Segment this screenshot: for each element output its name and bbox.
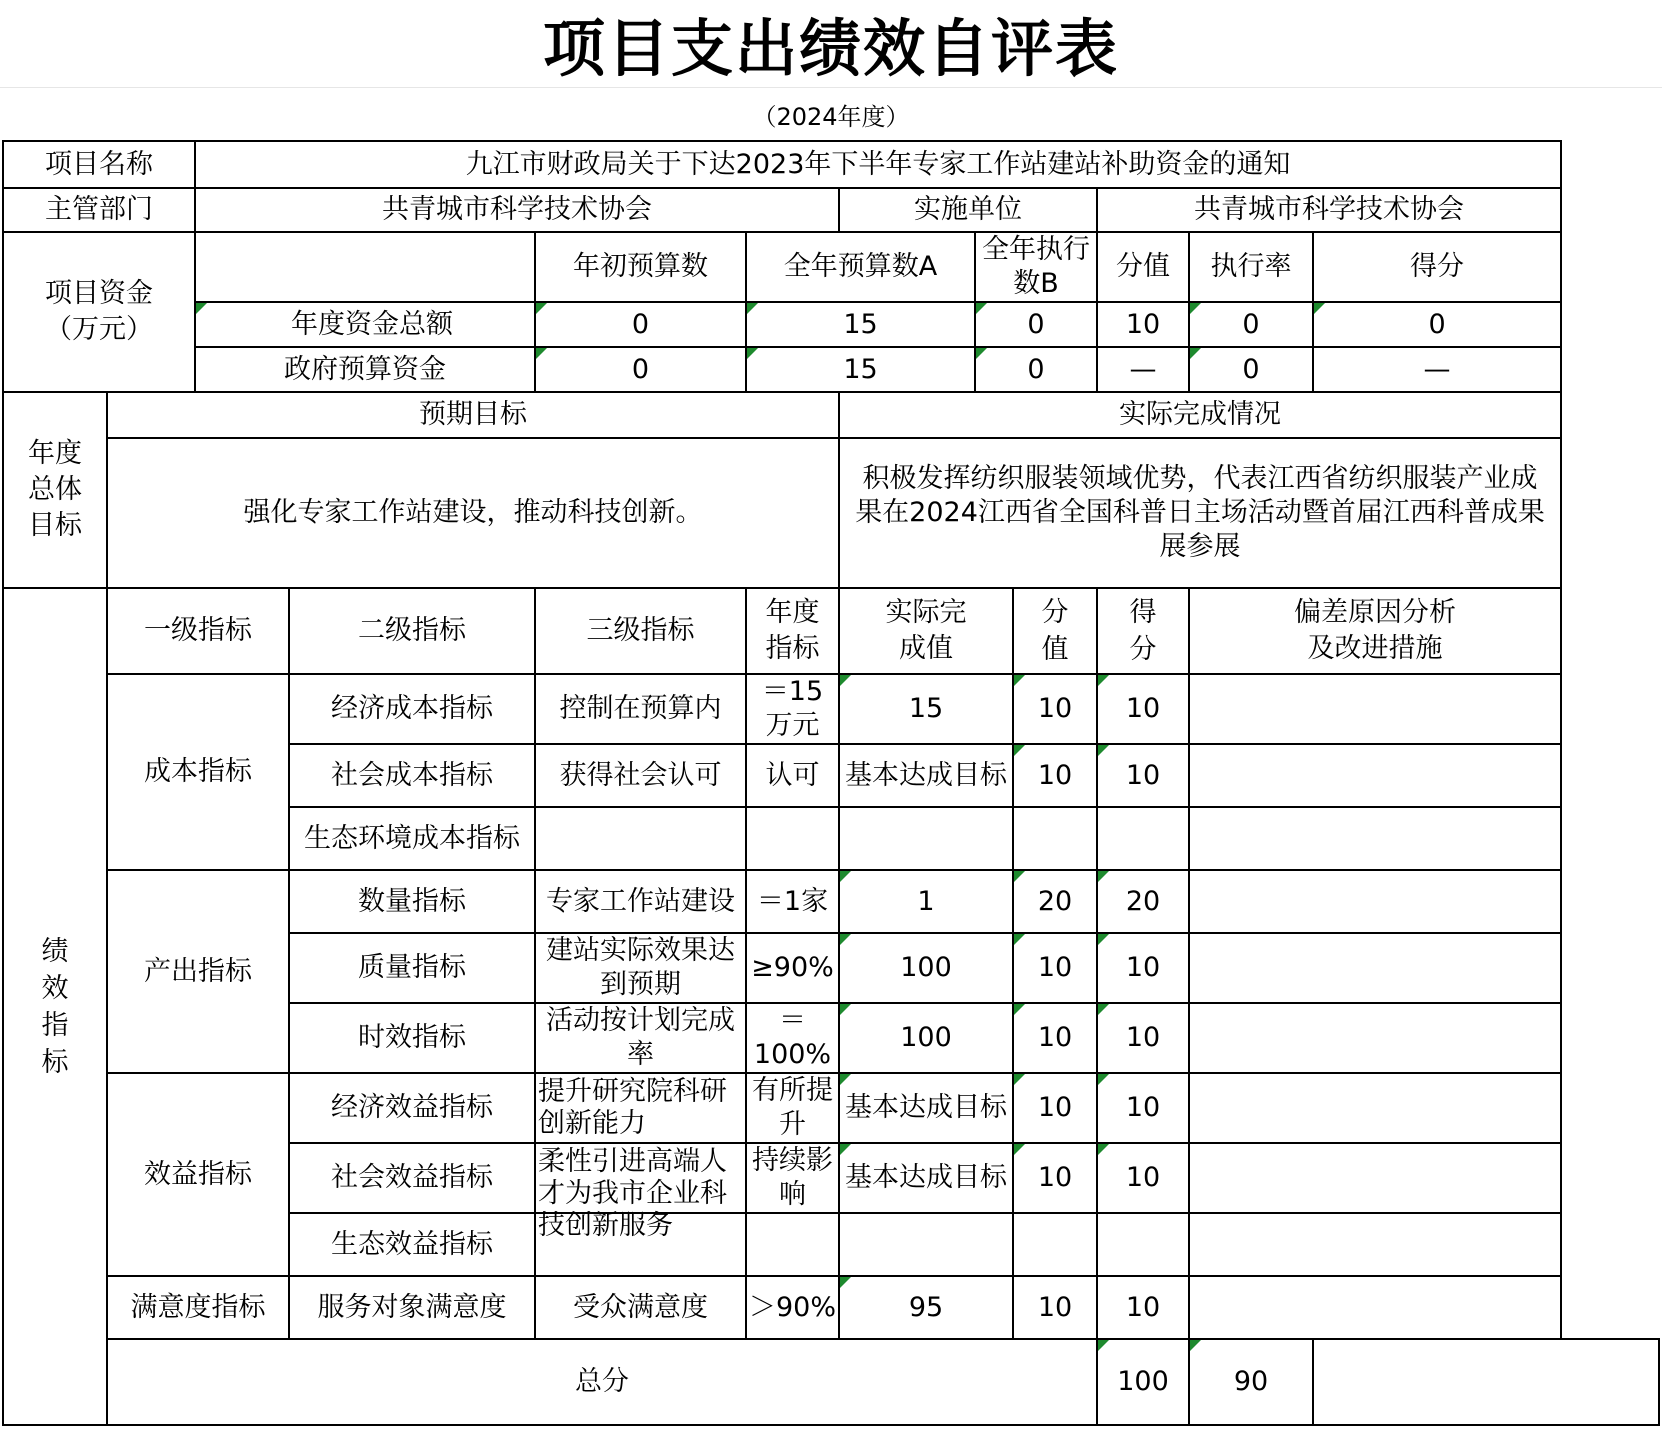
target-cell: 持续影响 bbox=[746, 1143, 839, 1213]
level3-cell: 活动按计划完成率 bbox=[535, 1003, 746, 1073]
weight-cell: 10 bbox=[1013, 1073, 1097, 1143]
funds-header-executed: 全年执行数B bbox=[975, 232, 1097, 302]
weight-cell: 10 bbox=[1013, 933, 1097, 1003]
analysis-cell bbox=[1189, 807, 1561, 870]
level2-cell: 时效指标 bbox=[289, 1003, 535, 1073]
weight-cell bbox=[1013, 807, 1097, 870]
funds-initial: 0 bbox=[535, 302, 746, 347]
weight-cell: 20 bbox=[1013, 870, 1097, 933]
level2-cell: 社会效益指标 bbox=[289, 1143, 535, 1213]
target-cell: ＝1家 bbox=[746, 870, 839, 933]
weight-cell: 10 bbox=[1013, 744, 1097, 807]
evaluation-table bbox=[2, 140, 1660, 1426]
analysis-cell bbox=[1189, 1276, 1561, 1339]
total-label: 总分 bbox=[107, 1339, 1097, 1425]
header-analysis: 偏差原因分析及改进措施 bbox=[1189, 588, 1561, 674]
weight-cell: 10 bbox=[1013, 674, 1097, 744]
target-cell bbox=[746, 1213, 839, 1276]
unit-value: 共青城市科学技术协会 bbox=[1097, 188, 1561, 232]
goals-header-row bbox=[3, 392, 1659, 438]
weight-cell: 10 bbox=[1013, 1143, 1097, 1213]
level3-cell: 控制在预算内 bbox=[535, 674, 746, 744]
goals-expected-header: 预期目标 bbox=[107, 392, 839, 438]
level1-cell: 满意度指标 bbox=[107, 1276, 289, 1339]
funds-score: — bbox=[1313, 347, 1561, 392]
weight-cell bbox=[1013, 1213, 1097, 1276]
analysis-cell bbox=[1189, 1213, 1561, 1276]
actual-cell: 100 bbox=[839, 933, 1013, 1003]
score-cell: 10 bbox=[1097, 1276, 1189, 1339]
analysis-cell bbox=[1189, 933, 1561, 1003]
weight-cell: 10 bbox=[1013, 1276, 1097, 1339]
level2-cell: 数量指标 bbox=[289, 870, 535, 933]
level3-cell: 建站实际效果达到预期 bbox=[535, 933, 746, 1003]
target-cell: 有所提升 bbox=[746, 1073, 839, 1143]
indicator-row bbox=[3, 870, 1659, 933]
funds-header-score: 得分 bbox=[1313, 232, 1561, 302]
score-cell: 10 bbox=[1097, 674, 1189, 744]
total-analysis bbox=[1313, 1339, 1659, 1425]
target-cell bbox=[746, 807, 839, 870]
level3-cell: 提升研究院科研创新能力 bbox=[535, 1073, 746, 1143]
analysis-cell bbox=[1189, 1143, 1561, 1213]
unit-label: 实施单位 bbox=[839, 188, 1097, 232]
goals-label: 年度总体目标 bbox=[3, 392, 107, 588]
target-cell: ＝100% bbox=[746, 1003, 839, 1073]
score-cell bbox=[1097, 807, 1189, 870]
analysis-cell bbox=[1189, 744, 1561, 807]
target-cell: ≥90% bbox=[746, 933, 839, 1003]
score-cell: 20 bbox=[1097, 870, 1189, 933]
project-name-value: 九江市财政局关于下达2023年下半年专家工作站建站补助资金的通知 bbox=[195, 141, 1561, 188]
level3-cell: 专家工作站建设 bbox=[535, 870, 746, 933]
indicator-row bbox=[3, 1276, 1659, 1339]
project-name-row bbox=[3, 141, 1659, 188]
score-cell: 10 bbox=[1097, 1143, 1189, 1213]
funds-label: 项目资金（万元） bbox=[3, 232, 195, 392]
actual-cell: 15 bbox=[839, 674, 1013, 744]
level3-cell bbox=[535, 807, 746, 870]
project-name-label: 项目名称 bbox=[3, 141, 195, 188]
level2-cell: 质量指标 bbox=[289, 933, 535, 1003]
funds-annual: 15 bbox=[746, 347, 975, 392]
score-cell: 10 bbox=[1097, 1003, 1189, 1073]
level1-cell: 成本指标 bbox=[107, 674, 289, 870]
level3-cell: 受众满意度 bbox=[535, 1276, 746, 1339]
level2-cell: 社会成本指标 bbox=[289, 744, 535, 807]
funds-header-blank bbox=[195, 232, 535, 302]
score-cell: 10 bbox=[1097, 933, 1189, 1003]
target-cell: ＞90% bbox=[746, 1276, 839, 1339]
header-weight: 分值 bbox=[1013, 588, 1097, 674]
funds-row-total bbox=[3, 302, 1659, 347]
actual-cell: 基本达成目标 bbox=[839, 1073, 1013, 1143]
weight-cell: 10 bbox=[1013, 1003, 1097, 1073]
goals-content-row bbox=[3, 438, 1659, 588]
form-title: 项目支出绩效自评表 bbox=[0, 0, 1662, 88]
header-actual: 实际完成值 bbox=[839, 588, 1013, 674]
goals-actual: 积极发挥纺织服装领域优势，代表江西省纺织服装产业成果在2024江西省全国科普日主场活动暨首届江西科普成果展参展 bbox=[839, 438, 1561, 588]
funds-weight: 10 bbox=[1097, 302, 1189, 347]
funds-rate: 0 bbox=[1189, 302, 1313, 347]
goals-expected: 强化专家工作站建设，推动科技创新。 bbox=[107, 438, 839, 588]
actual-cell: 基本达成目标 bbox=[839, 1143, 1013, 1213]
funds-header-annual: 全年预算数A bbox=[746, 232, 975, 302]
actual-cell: 100 bbox=[839, 1003, 1013, 1073]
indicator-row bbox=[3, 674, 1659, 744]
level3-cell bbox=[535, 1213, 746, 1276]
score-cell bbox=[1097, 1213, 1189, 1276]
total-score: 90 bbox=[1189, 1339, 1313, 1425]
funds-initial: 0 bbox=[535, 347, 746, 392]
header-score: 得分 bbox=[1097, 588, 1189, 674]
indicators-label: 绩效指标 bbox=[3, 588, 107, 1425]
score-cell: 10 bbox=[1097, 744, 1189, 807]
total-row bbox=[3, 1339, 1659, 1425]
level3-cell: 柔性引进高端人才为我市企业科技创新服务 bbox=[535, 1143, 746, 1213]
funds-row-name: 政府预算资金 bbox=[195, 347, 535, 392]
funds-executed: 0 bbox=[975, 347, 1097, 392]
header-target: 年度指标 bbox=[746, 588, 839, 674]
header-level2: 二级指标 bbox=[289, 588, 535, 674]
department-row bbox=[3, 188, 1659, 232]
level2-cell: 服务对象满意度 bbox=[289, 1276, 535, 1339]
funds-row-gov bbox=[3, 347, 1659, 392]
level1-cell: 效益指标 bbox=[107, 1073, 289, 1276]
funds-annual: 15 bbox=[746, 302, 975, 347]
level2-cell: 生态效益指标 bbox=[289, 1213, 535, 1276]
header-level1: 一级指标 bbox=[107, 588, 289, 674]
goals-actual-header: 实际完成情况 bbox=[839, 392, 1561, 438]
target-cell: 认可 bbox=[746, 744, 839, 807]
analysis-cell bbox=[1189, 1073, 1561, 1143]
actual-cell: 基本达成目标 bbox=[839, 744, 1013, 807]
funds-executed: 0 bbox=[975, 302, 1097, 347]
score-cell: 10 bbox=[1097, 1073, 1189, 1143]
indicator-header-row bbox=[3, 588, 1659, 674]
level2-cell: 经济效益指标 bbox=[289, 1073, 535, 1143]
total-weight: 100 bbox=[1097, 1339, 1189, 1425]
analysis-cell bbox=[1189, 870, 1561, 933]
level1-cell: 产出指标 bbox=[107, 870, 289, 1073]
actual-cell bbox=[839, 1213, 1013, 1276]
level3-cell: 获得社会认可 bbox=[535, 744, 746, 807]
dept-value: 共青城市科学技术协会 bbox=[195, 188, 839, 232]
level2-cell: 生态环境成本指标 bbox=[289, 807, 535, 870]
funds-row-name: 年度资金总额 bbox=[195, 302, 535, 347]
analysis-cell bbox=[1189, 1003, 1561, 1073]
target-cell: ＝15万元 bbox=[746, 674, 839, 744]
funds-header-initial: 年初预算数 bbox=[535, 232, 746, 302]
funds-header-row bbox=[3, 232, 1659, 302]
level2-cell: 经济成本指标 bbox=[289, 674, 535, 744]
dept-label: 主管部门 bbox=[3, 188, 195, 232]
funds-score: 0 bbox=[1313, 302, 1561, 347]
actual-cell: 95 bbox=[839, 1276, 1013, 1339]
funds-header-weight: 分值 bbox=[1097, 232, 1189, 302]
form-year: （2024年度） bbox=[752, 102, 910, 131]
funds-rate: 0 bbox=[1189, 347, 1313, 392]
funds-weight: — bbox=[1097, 347, 1189, 392]
analysis-cell bbox=[1189, 674, 1561, 744]
header-level3: 三级指标 bbox=[535, 588, 746, 674]
indicator-row bbox=[3, 1073, 1659, 1143]
actual-cell: 1 bbox=[839, 870, 1013, 933]
funds-header-rate: 执行率 bbox=[1189, 232, 1313, 302]
actual-cell bbox=[839, 807, 1013, 870]
